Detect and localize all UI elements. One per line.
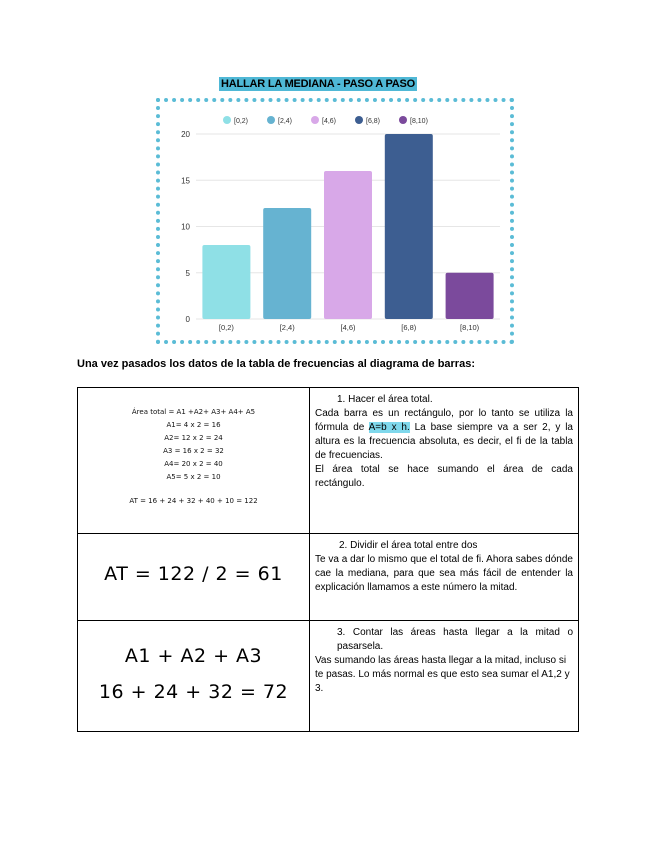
step-2-cell [310,534,579,621]
step-3-heading: 3. Contar las áreas hasta llegar a la mitad o pasarsela. [337,627,573,652]
y-tick-label: 20 [181,130,190,139]
calc-line: A3 = 16 x 2 = 32 [163,447,224,455]
x-tick-label: [6,8) [401,323,417,332]
calc-line: A1= 4 x 2 = 16 [166,421,221,429]
legend-label: [8,10) [410,118,428,125]
area-calculation-cell [78,388,310,534]
legend-swatch [267,116,275,124]
y-tick-label: 15 [181,176,190,186]
legend-swatch [223,116,231,124]
legend-label: [2,4) [278,118,293,125]
page-title: HALLAR LA MEDIANA - PASO A PASO [221,78,416,90]
step-1-extra: El área total se hace sumando el área de cada rectángulo. [315,464,573,489]
bar-chart [160,102,510,340]
bar [202,245,250,319]
table-row [78,621,579,732]
steps-table [77,387,579,732]
calc-line: AT = 16 + 24 + 32 + 40 + 10 = 122 [129,497,258,505]
formula-highlight: A=b x h. [368,422,410,433]
bar [324,171,372,319]
sum-line-1: A1 + A2 + A3 [124,645,263,667]
sum-line-2: 16 + 24 + 32 = 72 [98,681,289,703]
x-tick-label: [8,10) [460,323,480,332]
calc-line: A4= 20 x 2 = 40 [164,460,223,468]
calc-line: A2= 12 x 2 = 24 [164,434,223,442]
calc-line: A5= 5 x 2 = 10 [166,473,221,481]
table-row [78,388,579,534]
sum-areas-calc [78,621,309,710]
bar [263,208,311,319]
step-1-text: Cada barra es un rectángulo, por lo tanto se utiliza la fórmula de A=b x h. La base siempre va a ser 2, y la altura es la frecuencia absoluta, es decir, el fi de la tabla de frecuencias. [315,408,573,461]
half-area-cell [78,534,310,621]
area-calculation [78,388,309,508]
legend-label: [4,6) [322,118,337,125]
step-1-heading: 1. Hacer el área total. [337,394,433,405]
step-2-heading: 2. Dividir el área total entre dos [339,540,478,551]
step-2-text: Te va a dar lo mismo que el total de fi. Ahora sabes dónde cae la mediana, para que sea más fácil de entender la explicación llamamos a este número la mitad. [315,554,573,593]
legend-swatch [399,116,407,124]
y-tick-label: 10 [181,222,190,232]
legend-label: [0,2) [234,118,249,125]
x-tick-label: [0,2) [218,323,234,332]
intro-text: Una vez pasados los datos de la tabla de frecuencias al diagrama de barras: [77,358,475,370]
bar [385,134,433,319]
sum-areas-cell [78,621,310,732]
step-3-cell [310,621,579,732]
legend-label: [6,8) [366,118,381,125]
y-tick-label: 0 [185,315,190,324]
step-3-text: Vas sumando las áreas hasta llegar a la mitad, incluso si te pasas. Lo más normal es que esto sea sumar el A1,2 y 3. [315,655,570,694]
bar [446,273,494,319]
legend-swatch [355,116,363,124]
calc-line: Área total = A1 +A2+ A3+ A4+ A5 [131,408,256,416]
x-tick-label: [4,6) [340,323,356,332]
y-tick-label: 5 [185,268,190,278]
half-area-calc: AT = 122 / 2 = 61 [104,563,283,585]
step-1-cell [310,388,579,534]
table-row [78,534,579,621]
x-tick-label: [2,4) [279,323,295,332]
legend-swatch [311,116,319,124]
bar-chart-frame [156,98,514,344]
